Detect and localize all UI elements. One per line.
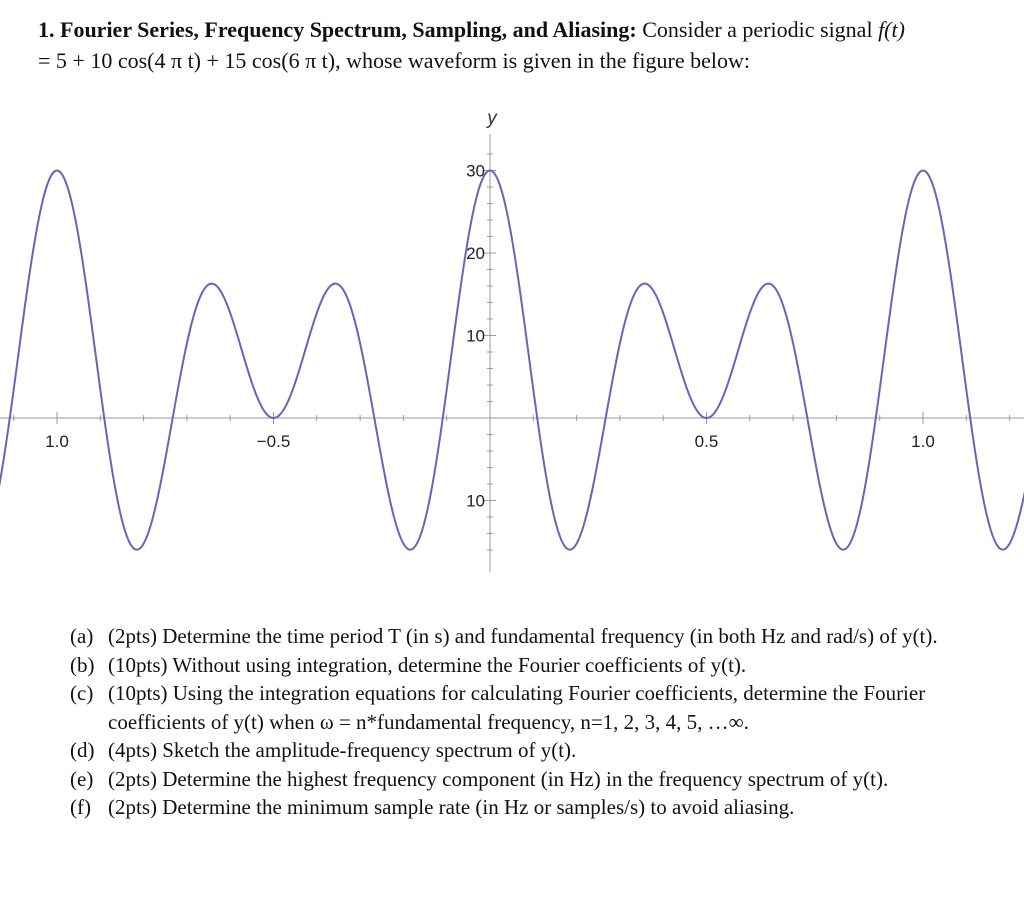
question-a: (a) (2pts) Determine the time period T (in s) and fundamental frequency (in both Hz and rad/s) of y(t). xyxy=(70,624,938,648)
function-name: f(t) xyxy=(878,17,905,42)
problem-heading: 1. Fourier Series, Frequency Spectrum, Sampling, and Aliasing: xyxy=(38,17,637,42)
x-tick-label: 0.5 xyxy=(694,432,719,451)
chart-series xyxy=(0,171,1024,550)
question-c: (c) (10pts) Using the integration equations for calculating Fourier coefficients, determine the Fourier coefficients of y(t) when ω = n*fundamental frequency, n=1, 2, 3, 4, 5, …∞. xyxy=(70,681,926,734)
trailing-text: whose waveform is given in the figure below: xyxy=(346,48,750,73)
series-line-0 xyxy=(0,171,1024,550)
y-tick-label: 30 xyxy=(466,161,485,181)
x-tick-label: 1.0 xyxy=(45,432,69,451)
y-tick-label: 10 xyxy=(466,326,485,346)
chart-ticks xyxy=(0,154,1024,550)
y-tick-label: 20 xyxy=(466,244,485,263)
signal-equation: = 5 + 10 cos(4 π t) + 15 cos(6 π t), xyxy=(38,48,341,73)
x-tick-label: −0.5 xyxy=(256,432,291,451)
y-axis-label: y xyxy=(487,108,497,129)
x-tick-label: 1.0 xyxy=(911,432,935,451)
question-list xyxy=(70,622,970,822)
question-e: (e) (2pts) Determine the highest frequency component (in Hz) in the frequency spectrum of y(t). xyxy=(70,766,889,791)
chart-axes xyxy=(0,134,1024,572)
intro-text: Consider a periodic signal xyxy=(642,17,873,42)
question-d: (d) (4pts) Sketch the amplitude-frequency spectrum of y(t). xyxy=(70,738,577,762)
question-b: (b) (10pts) Without using integration, determine the Fourier coefficients of y(t). xyxy=(70,652,747,677)
y-tick-label: 10 xyxy=(466,491,485,511)
question-f: (f) (2pts) Determine the minimum sample rate (in Hz or samples/s) to avoid aliasing. xyxy=(70,795,795,819)
